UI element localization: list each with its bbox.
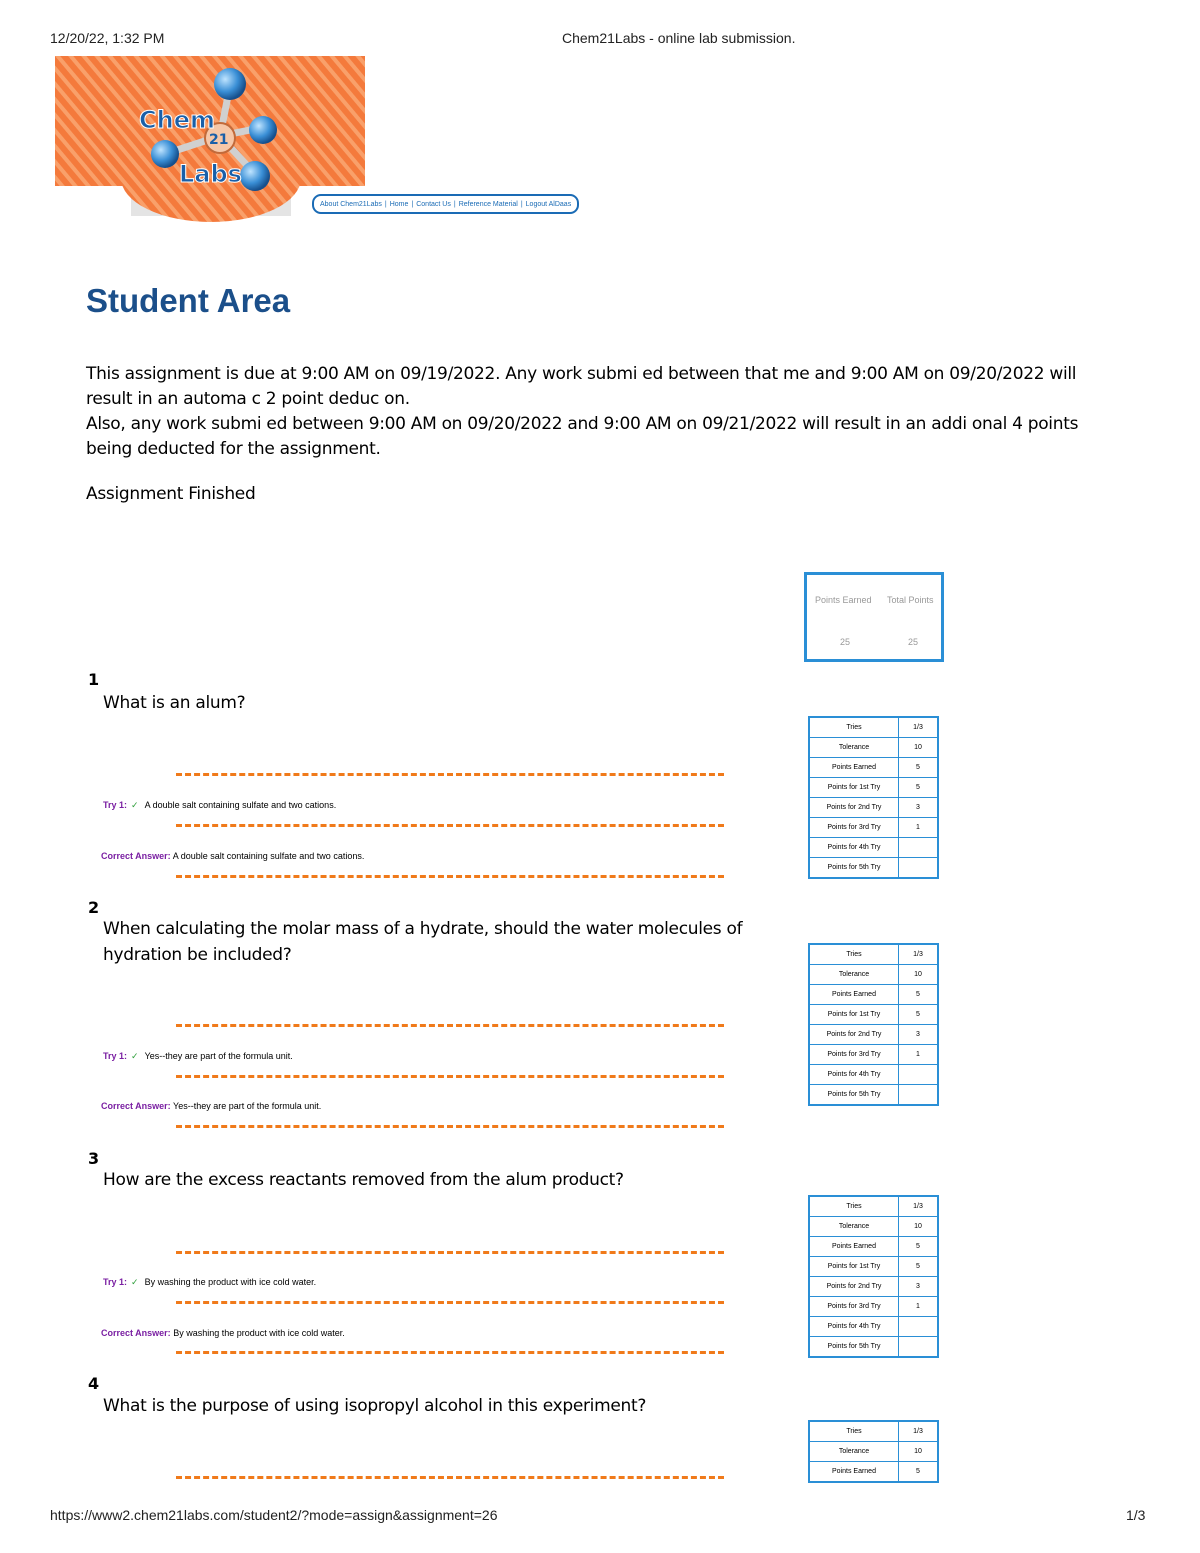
score-summary [804,572,944,662]
divider [176,1301,724,1304]
try-answer: Try 1: ✓ A double salt containing sulfate and two cations. [103,800,337,810]
due-notice-2: Also, any work submi ed between 9:00 AM on 09/20/2022 and 9:00 AM on 09/21/2022 will result in an addi onal 4 points being deducted for the assignment. [86,414,1079,459]
points-table: Tries 1/3 Tolerance 10 Points Earned 5 Points for 1st Try 5 Points for 2nd Try 3 Points for 3rd Try 1 Points for 4th Try Points for 5th Try [808,1195,939,1358]
nav-about[interactable]: About Chem21Labs [320,200,382,208]
correct-answer: Correct Answer: Yes--they are part of the formula unit. [101,1101,322,1111]
question-number: 2 [88,898,100,917]
total-points-label: Total Points [887,595,934,605]
question-text: What is an alum? [103,693,246,713]
points-table: Tries 1/3 Tolerance 10 Points Earned 5 Points for 1st Try 5 Points for 2nd Try 3 Points for 3rd Try 1 Points for 4th Try Points for 5th Try [808,943,939,1106]
question-number: 3 [88,1149,100,1168]
divider [176,1351,724,1354]
divider [176,1476,724,1479]
due-notice-1: This assignment is due at 9:00 AM on 09/19/2022. Any work submi ed between that me and 9:00 AM on 09/20/2022 will result in an automa c 2 point deduc on. [86,364,1077,409]
logo-text-chem: Chem [139,106,215,134]
check-icon: ✓ [131,1277,139,1287]
print-page-number: 1/3 [1126,1507,1146,1523]
divider [176,1125,724,1128]
points-table: Tries 1/3 Tolerance 10 Points Earned 5 [808,1420,939,1483]
question-number: 4 [88,1374,100,1393]
question-text: What is the purpose of using isopropyl alcohol in this experiment? [103,1396,647,1416]
top-nav: About Chem21Labs | Home | Contact Us | Reference Material | Logout AlDaas [312,194,579,214]
print-datetime: 12/20/22, 1:32 PM [50,30,165,46]
correct-answer: Correct Answer: By washing the product with ice cold water. [101,1328,345,1338]
print-page-title: Chem21Labs - online lab submission. [562,30,796,46]
nav-logout[interactable]: Logout AlDaas [525,200,572,208]
logo-text-labs: Labs [179,160,242,188]
print-footer-url: https://www2.chem21labs.com/student2/?mode=assign&assignment=26 [50,1507,498,1523]
question-text: When calculating the molar mass of a hydrate, should the water molecules of hydration be included? [103,919,743,965]
divider [176,1075,724,1078]
total-points-value: 25 [908,637,919,647]
try-answer: Try 1: ✓ Yes--they are part of the formula unit. [103,1051,293,1061]
nav-contact[interactable]: Contact Us [416,200,451,208]
nav-home[interactable]: Home [389,200,409,208]
divider [176,1024,724,1027]
question-number: 1 [88,670,100,689]
try-answer: Try 1: ✓ By washing the product with ice cold water. [103,1277,317,1287]
correct-answer: Correct Answer: A double salt containing sulfate and two cations. [101,851,365,861]
check-icon: ✓ [131,1051,139,1061]
check-icon: ✓ [131,800,139,810]
page-title: Student Area [86,282,291,319]
divider [176,1251,724,1254]
assignment-status: Assignment Finished [86,484,256,504]
logo-text-21: 21 [209,132,229,148]
divider [176,773,724,776]
points-earned-label: Points Earned [815,595,872,605]
nav-reference[interactable]: Reference Material [458,200,518,208]
question-text: How are the excess reactants removed from the alum product? [103,1170,624,1190]
points-earned-value: 25 [840,637,851,647]
points-table: Tries 1/3 Tolerance 10 Points Earned 5 Points for 1st Try 5 Points for 2nd Try 3 Points for 3rd Try 1 Points for 4th Try Points for 5th Try [808,716,939,879]
divider [176,824,724,827]
divider [176,875,724,878]
